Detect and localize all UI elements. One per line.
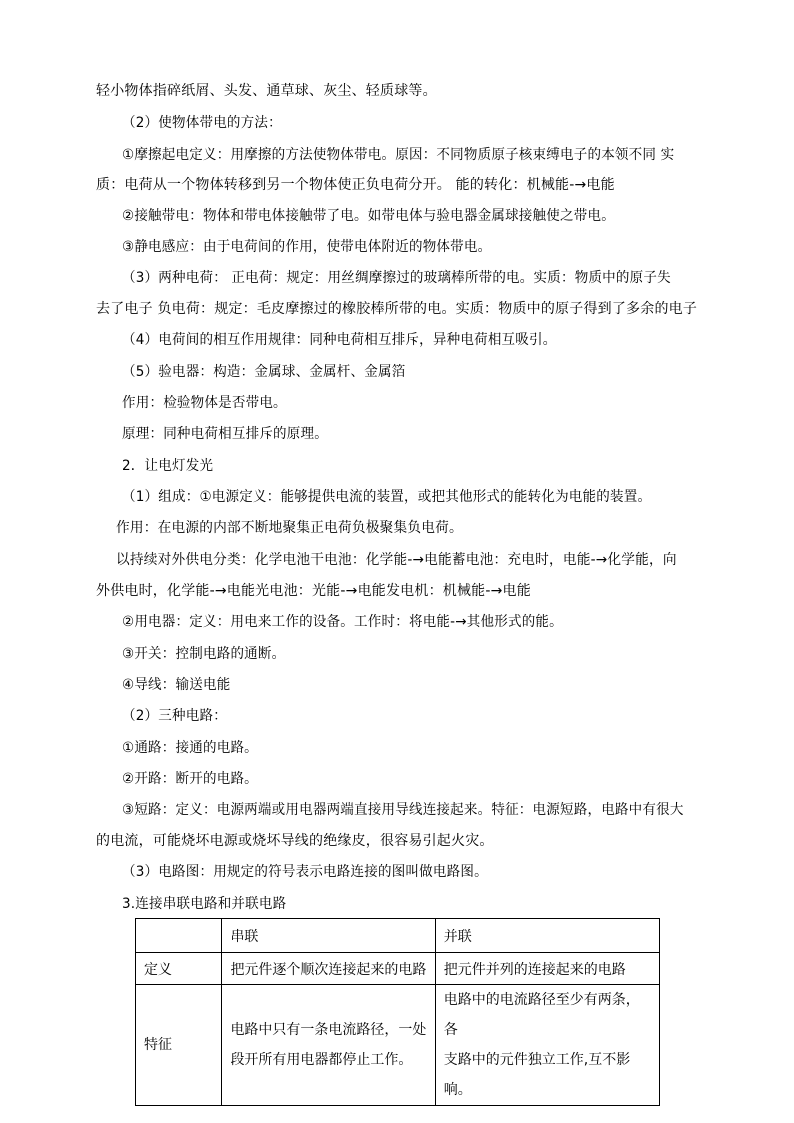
- section-heading: 3.连接串联电路和并联电路: [122, 896, 287, 912]
- table-cell: 特征: [136, 985, 222, 1106]
- table-row: [136, 985, 660, 1106]
- text-line: ②开路：断开的电路。: [122, 771, 258, 787]
- text-line: ④导线：输送电能: [122, 677, 231, 693]
- text-line: （2）使物体带电的方法：: [122, 115, 282, 131]
- text-line: （4）电荷间的相互作用规律：同种电荷相互排斥，异种电荷相互吸引。: [122, 332, 557, 348]
- cell-line: 电路中的电流路径至少有两条，各: [443, 992, 640, 1038]
- text-line: （5）验电器：构造：金属球、金属杆、金属箔: [122, 364, 406, 380]
- table-header-cell: 串联: [222, 919, 435, 953]
- text-line: （3）电路图：用规定的符号表示电路连接的图叫做电路图。: [122, 864, 488, 880]
- text-line: ③静电感应：由于电荷间的作用，使带电体附近的物体带电。: [122, 239, 492, 255]
- cell-line: 段开所有用电器都停止工作。: [230, 1052, 413, 1068]
- text-line: 质：电荷从一个物体转移到另一个物体使正负电荷分开。 能的转化：机械能-→电能: [96, 177, 615, 193]
- text-line: ③短路：定义：电源两端或用电器两端直接用导线连接起来。特征：电源短路，电路中有很大: [122, 802, 684, 818]
- table-cell: 把元件逐个顺次连接起来的电路: [222, 953, 435, 985]
- table-header-cell: [136, 919, 222, 953]
- text-line: （2）三种电路：: [122, 708, 227, 724]
- text-line: 的电流，可能烧坏电源或烧坏导线的绝缘皮，很容易引起火灾。: [96, 833, 494, 849]
- table-header-row: [136, 919, 660, 953]
- text-line: 作用：在电源的内部不断地聚集正电荷负极聚集负电荷。: [116, 520, 463, 536]
- cell-line: 支路中的元件独立工作,互不影响。: [443, 1052, 631, 1098]
- cell-line: 电路中只有一条电流路径，一处: [230, 1022, 427, 1038]
- text-line: 以持续对外供电分类：化学电池干电池：化学能-→电能蓄电池：充电时，电能-→化学能，向: [116, 552, 677, 568]
- text-line: 轻小物体指碎纸屑、头发、通草球、灰尘、轻质球等。: [96, 83, 437, 99]
- table-cell: [435, 985, 659, 1106]
- text-line: 作用：检验物体是否带电。: [122, 395, 287, 411]
- table-cell: 定义: [136, 953, 222, 985]
- text-line: ②用电器：定义：用电来工作的设备。工作时：将电能-→其他形式的能。: [122, 614, 563, 630]
- text-line: 去了电子 负电荷：规定：毛皮摩擦过的橡胶棒所带的电。实质：物质中的原子得到了多余的电子: [96, 301, 698, 317]
- text-line: ③开关：控制电路的通断。: [122, 646, 286, 662]
- text-line: 外供电时，化学能-→电能光电池：光能-→电能发电机：机械能-→电能: [96, 583, 531, 599]
- comparison-table: [135, 918, 660, 1106]
- text-line: ①摩擦起电定义：用摩擦的方法使物体带电。原因：不同物质原子核束缚电子的本领不同 实: [122, 147, 675, 163]
- table-header-cell: 并联: [435, 919, 659, 953]
- table-cell: 把元件并列的连接起来的电路: [435, 953, 659, 985]
- text-line: ②接触带电：物体和带电体接触带了电。如带电体与验电器金属球接触使之带电。: [122, 208, 615, 224]
- table-cell: [222, 985, 435, 1106]
- text-line: ①通路：接通的电路。: [122, 740, 258, 756]
- text-line: 原理：同种电荷相互排斥的原理。: [122, 426, 328, 442]
- section-heading: 2．让电灯发光: [122, 458, 214, 474]
- text-line: （1）组成：①电源定义：能够提供电流的装置，或把其他形式的能转化为电能的装置。: [122, 489, 652, 505]
- table-row: [136, 953, 660, 985]
- text-line: （3）两种电荷： 正电荷：规定：用丝绸摩擦过的玻璃棒所带的电。实质：物质中的原子失: [122, 270, 671, 286]
